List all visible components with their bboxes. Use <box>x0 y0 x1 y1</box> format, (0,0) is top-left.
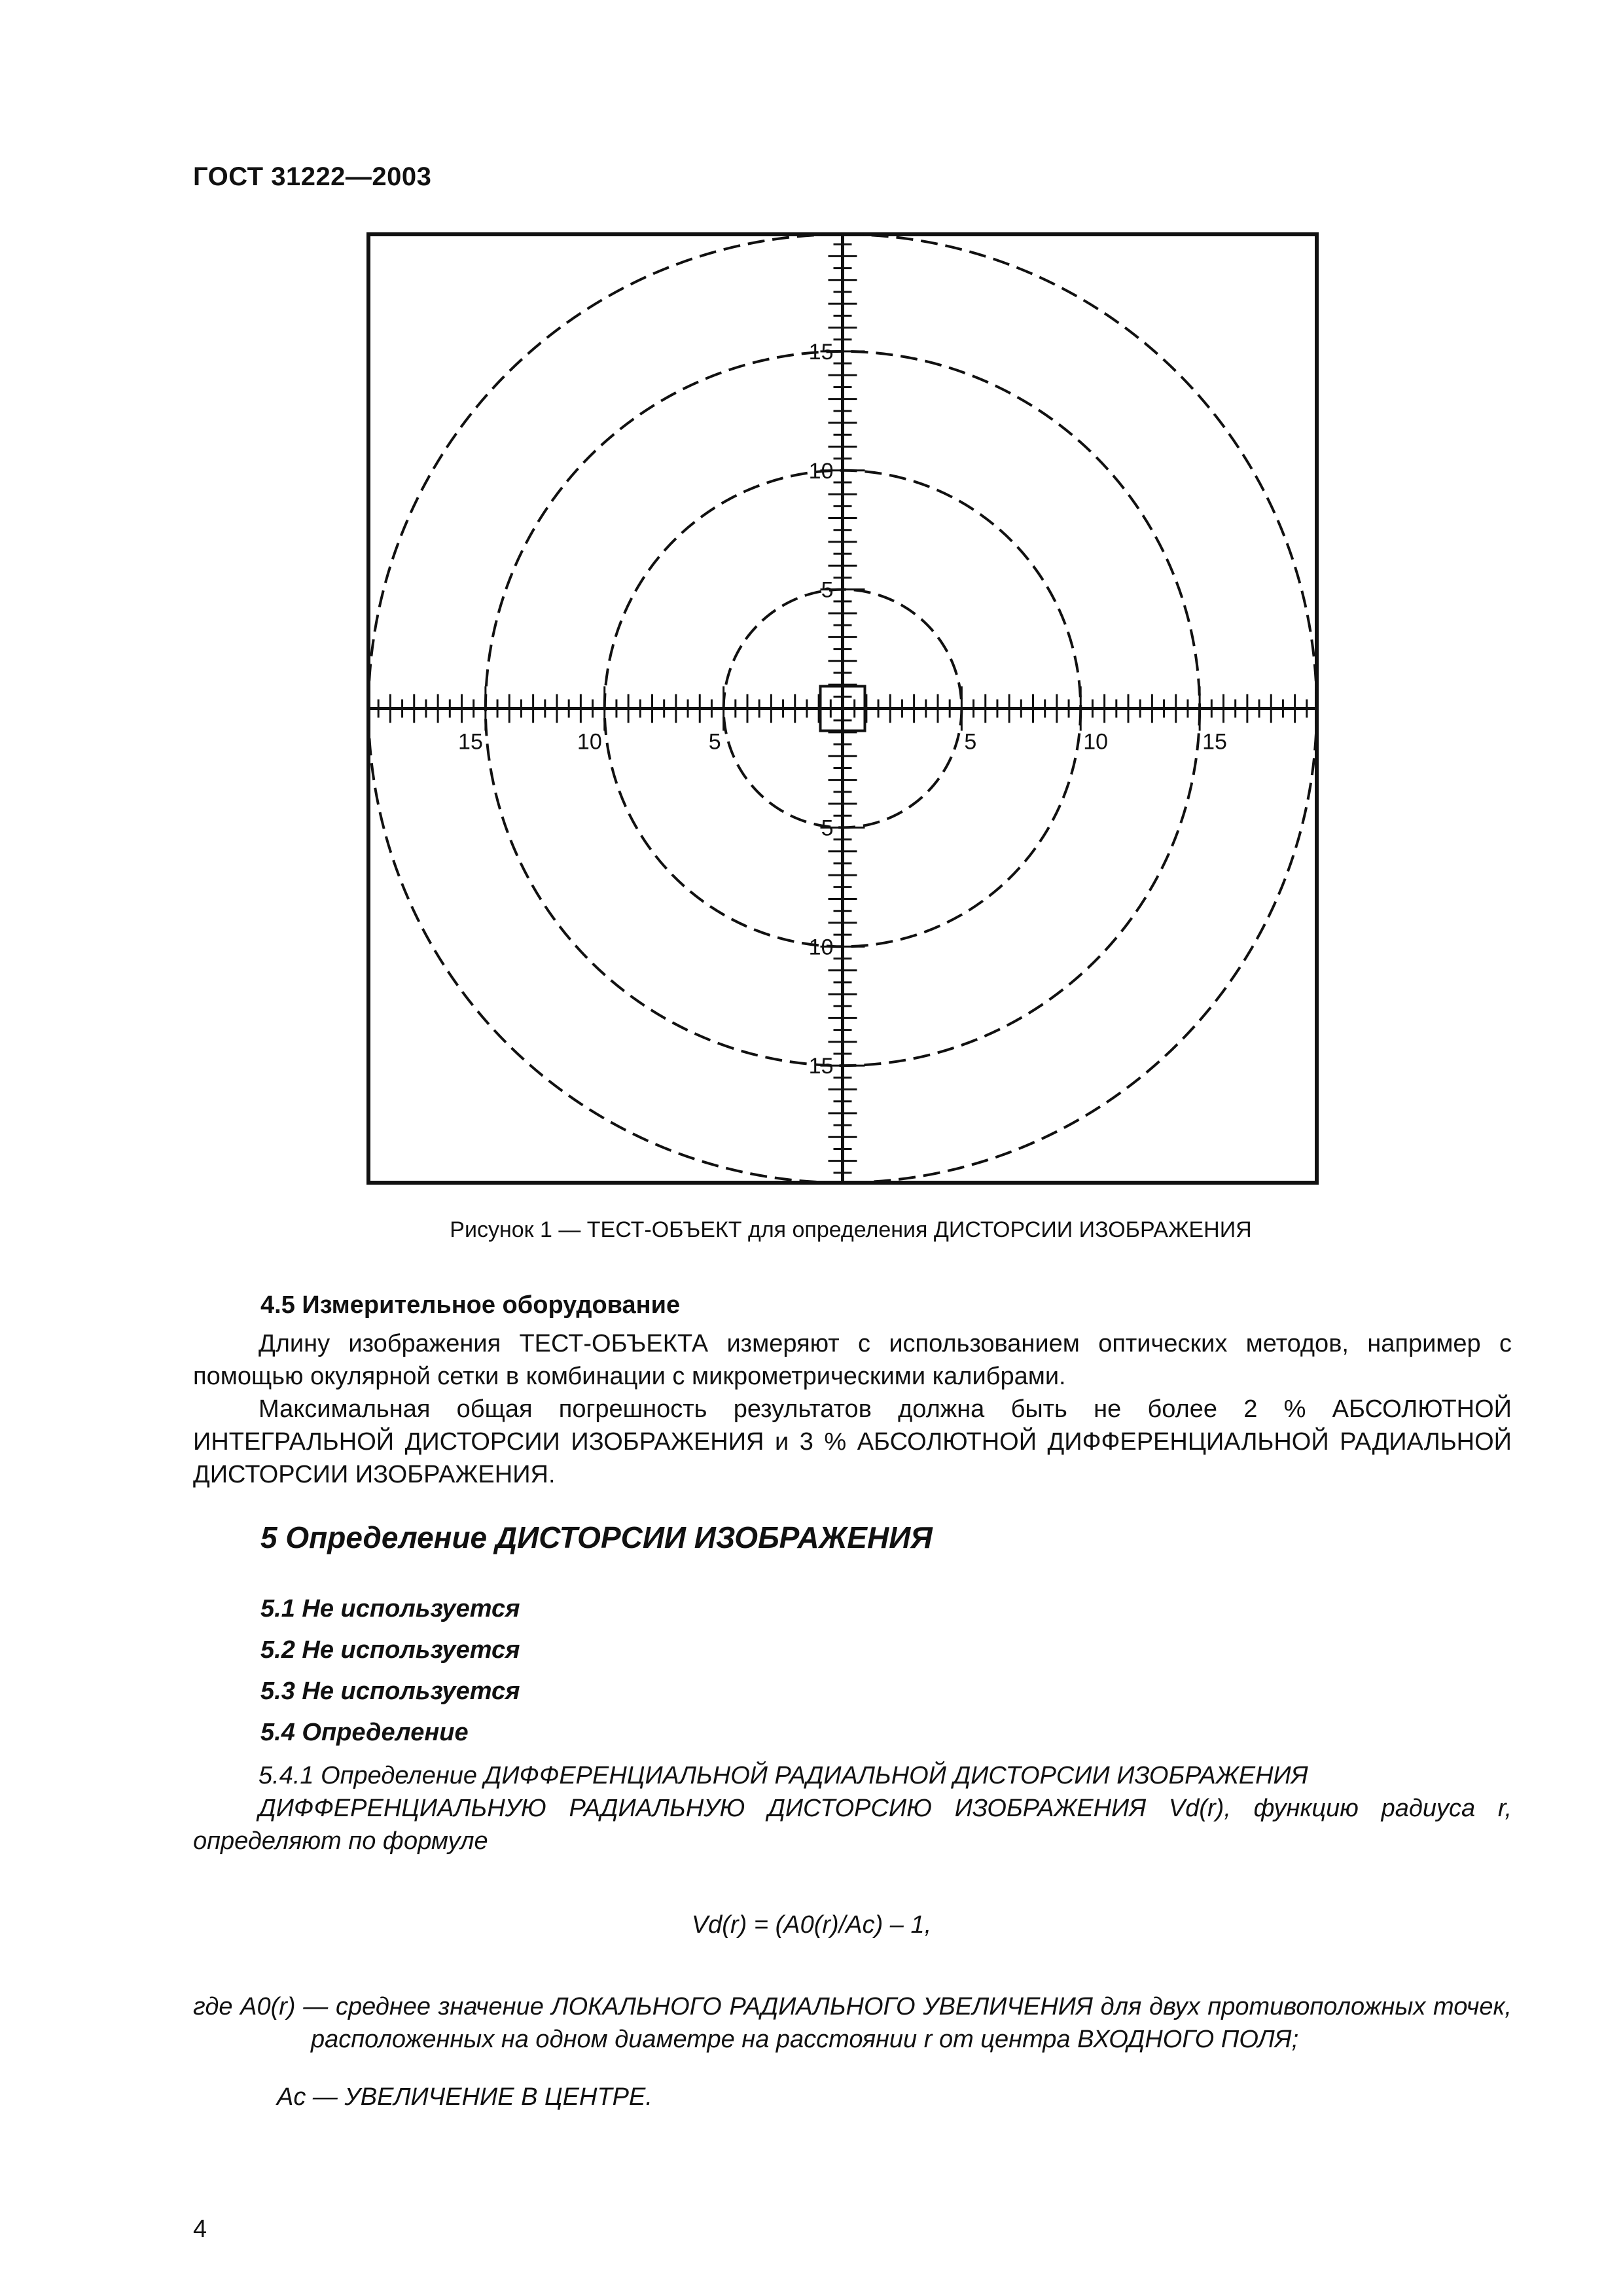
axis-label: 5 <box>821 577 834 603</box>
axis-label: 10 <box>1083 729 1109 755</box>
section-5-4: 5.4 Определение <box>260 1719 469 1746</box>
paragraph-text: Длину изображения ТЕСТ-ОБЪЕКТА измеряют с использованием оптических методов, например с помощью окулярной сетки в комбинации с микрометрическими калибрами. <box>193 1330 1512 1390</box>
section-5-4-1-block <box>193 1759 1512 1857</box>
axis-label: 10 <box>577 729 602 755</box>
axis-label: 5 <box>708 729 721 755</box>
section-5-4-1-text: ДИФФЕРЕНЦИАЛЬНУЮ РАДИАЛЬНУЮ ДИСТОРСИЮ ИЗОБРАЖЕНИЯ Vd(r), функцию радиуса r, определяют по формуле <box>193 1795 1512 1855</box>
distortion-formula <box>0 1911 1623 1939</box>
section-4-5-paragraph-1 <box>193 1327 1512 1393</box>
paragraph-text: Максимальная общая погрешность результатов должна быть не более 2 % АБСОЛЮТНОЙ ИНТЕГРАЛЬНОЙ ДИСТОРСИИ ИЗОБРАЖЕНИЯ и 3 % АБСОЛЮТНОЙ ДИФФЕРЕНЦИАЛЬНОЙ РАДИАЛЬНОЙ ДИСТОРСИИ ИЗОБРАЖЕНИЯ. <box>193 1395 1512 1488</box>
section-5-2: 5.2 Не используется <box>260 1636 520 1664</box>
axis-label: 15 <box>458 729 483 755</box>
document-header: ГОСТ 31222—2003 <box>193 162 432 191</box>
axis-label: 10 <box>808 458 834 484</box>
section-4-5-heading: 4.5 Измерительное оборудование <box>260 1291 681 1319</box>
figure-caption: Рисунок 1 — ТЕСТ-ОБЪЕКТ для определения ДИСТОРСИИ ИЗОБРАЖЕНИЯ <box>450 1217 1252 1242</box>
test-object-figure <box>366 232 1319 1185</box>
definition-a0: где A0(r) — среднее значение ЛОКАЛЬНОГО РАДИАЛЬНОГО УВЕЛИЧЕНИЯ для двух противоположных точек, расположенных на одном диаметре на расстоянии r от центра ВХОДНОГО ПОЛЯ; <box>193 1993 1512 2053</box>
section-5-heading: 5 Определение ДИСТОРСИИ ИЗОБРАЖЕНИЯ <box>260 1520 933 1554</box>
formula-text: Vd(r) = (A0(r)/Ac) – 1, <box>691 1911 932 1939</box>
axis-label: 10 <box>808 935 834 960</box>
section-5-4-1-title: 5.4.1 Определение ДИФФЕРЕНЦИАЛЬНОЙ РАДИАЛЬНОЙ ДИСТОРСИИ ИЗОБРАЖЕНИЯ <box>259 1762 1308 1789</box>
section-4-5-paragraph-2 <box>193 1393 1512 1491</box>
definition-ac: Ac — УВЕЛИЧЕНИЕ В ЦЕНТРЕ. <box>277 2083 652 2111</box>
section-5-3: 5.3 Не используется <box>260 1677 520 1705</box>
axis-label: 15 <box>808 1054 834 1079</box>
axis-label: 15 <box>1202 729 1227 755</box>
axis-label: 15 <box>808 339 834 365</box>
axis-label: 5 <box>964 729 977 755</box>
formula-definitions <box>193 1965 1512 2138</box>
axis-label: 5 <box>821 816 834 841</box>
section-5-1: 5.1 Не используется <box>260 1595 520 1623</box>
page-number: 4 <box>193 2215 207 2243</box>
